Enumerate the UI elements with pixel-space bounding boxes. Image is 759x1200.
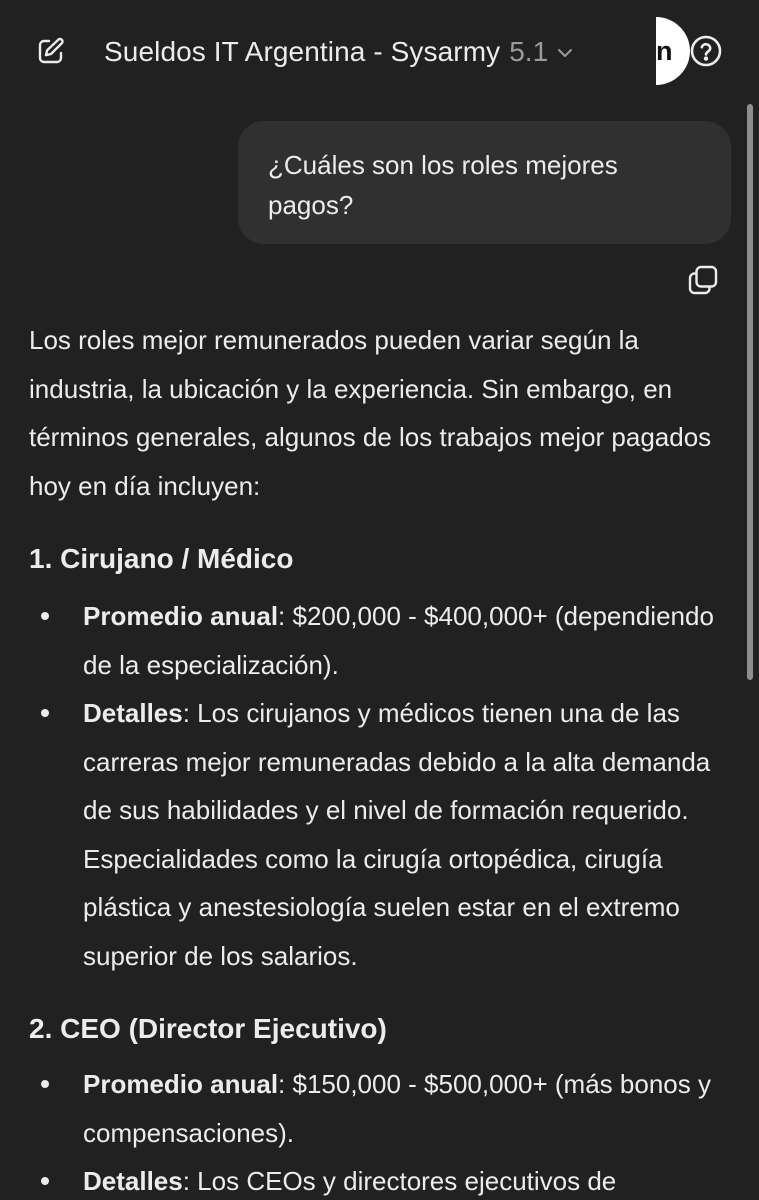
user-message-bubble [238, 121, 731, 244]
item-text: : $150,000 - $500,000+ (más bonos y compensaciones). [83, 1069, 711, 1148]
list-item [29, 1157, 739, 1200]
section-heading: 2. CEO (Director Ejecutivo) [29, 1013, 387, 1044]
list-item [29, 592, 739, 689]
model-version: 5.1 [509, 36, 549, 67]
list-item [29, 1060, 739, 1157]
section-list [29, 592, 739, 980]
assistant-intro [29, 316, 729, 510]
bullet [41, 1080, 49, 1088]
item-text: : Los cirujanos y médicos tienen una de las carreras mejor remuneradas debido a la alta demanda de sus habilidades y el nivel de formación requerido. Especialidades como la cirugía ortopédica, cirugía plástica y anestesiología suelen estar en el extremo superior de los salarios. [83, 698, 711, 971]
section-list [29, 1060, 739, 1200]
edit-icon[interactable] [36, 36, 66, 66]
top-bar [0, 0, 759, 104]
avatar-letter: n [656, 36, 673, 66]
bullet [41, 709, 49, 717]
model-selector[interactable] [104, 32, 574, 72]
item-label: Promedio anual [83, 601, 279, 631]
section-heading: 1. Cirujano / Médico [29, 543, 294, 574]
bullet [41, 1177, 49, 1185]
item-label: Detalles [83, 698, 183, 728]
chat-title: Sueldos IT Argentina - Sysarmy [104, 36, 501, 67]
help-icon[interactable] [689, 34, 723, 68]
bullet [41, 612, 49, 620]
chevron-down-icon [556, 44, 574, 62]
item-label: Promedio anual [83, 1069, 279, 1099]
list-item [29, 689, 739, 980]
intro-paragraph: Los roles mejor remunerados pueden variar según la industria, la ubicación y la experiencia. Sin embargo, en términos generales, algunos de los trabajos mejor pagados hoy en día incluyen: [29, 325, 712, 501]
item-label: Detalles [83, 1166, 183, 1196]
copy-icon[interactable] [686, 263, 720, 297]
item-text: : $200,000 - $400,000+ (dependiendo de la especialización). [83, 601, 714, 680]
item-text: : Los CEOs y directores ejecutivos de [182, 1166, 617, 1196]
scrollbar-thumb[interactable] [747, 104, 753, 680]
avatar[interactable] [656, 17, 690, 85]
user-message-text: ¿Cuáles son los roles mejores pagos? [268, 150, 618, 220]
